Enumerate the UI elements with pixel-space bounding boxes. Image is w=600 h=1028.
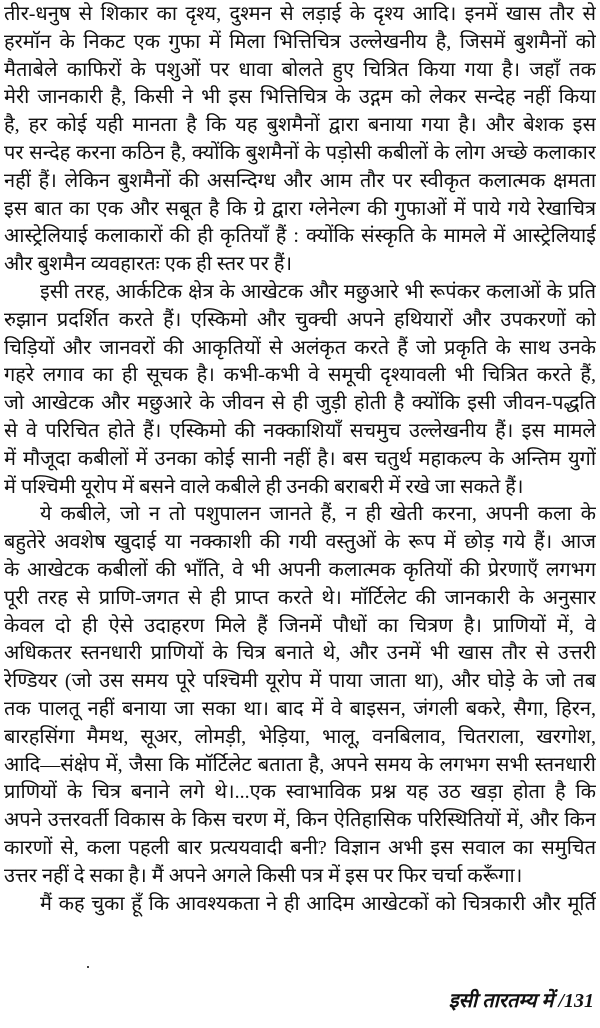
running-title: इसी तारतम्य में <box>448 990 554 1012</box>
text-line: के आखेटक कबीलों की भाँति, वे भी अपनी कलात्मक कृतियों की प्रेरणाएँ लगभग <box>4 558 596 581</box>
text-line: प्राणियों के चित्र बनाने लगे थे।...एक स्वाभाविक प्रश्न यह उठ खड़ा होता है कि <box>4 781 596 804</box>
text-line: उत्तर नहीं दे सका है। मैं अपने अगले किसी पत्र में इस पर फिर चर्चा करूँगा। <box>4 864 523 887</box>
text-line: गहरे लगाव का ही सूचक है। कभी-कभी वे समूची दृश्यावली भी चित्रित करते हैं, <box>4 364 596 387</box>
text-line: केवल दो ही ऐसे उदाहरण मिले हैं जिनमें पौधों का चित्रण है। प्राणियों में, वे <box>4 614 596 637</box>
text-line: अपने उत्तरवर्ती विकास के किस चरण में, किन ऐतिहासिक परिस्थितियों में, और किन <box>4 809 596 832</box>
paragraph <box>4 279 596 501</box>
paragraph <box>4 891 596 919</box>
text-line: रुझान प्रदर्शित करते हैं। एस्किमो और चुक्ची अपने हथियारों और उपकरणों को <box>4 308 596 331</box>
text-line: में मौजूदा कबीलों में उनका कोई सानी नहीं है। बस चतुर्थ महाकल्प के अन्तिम युगों <box>4 447 596 470</box>
text-line: चिड़ियों और जानवरों की आकृतियों से अलंकृत करते हैं जो प्रकृति के साथ उनके <box>4 336 596 359</box>
text-line: इस बात का एक और सबूत है कि ग्रे द्वारा ग्लेनेल्ग की गुफाओं में पाये गये रेखाचित्र <box>4 197 596 220</box>
text-line: मैं कह चुका हूँ कि आवश्यकता ने ही आदिम आखेटकों को चित्रकारी और मूर्ति <box>40 892 596 915</box>
text-line: आदि—संक्षेप में, जैसा कि मॉर्टिलेट बताता है, अपने समय के लगभग सभी स्तनधारी <box>4 753 596 776</box>
text-line: आस्ट्रेलियाई कलाकारों की ही कृतियाँ हैं : क्योंकि संस्कृति के मामले में आस्ट्रेलियाई <box>4 225 596 248</box>
text-line: पर सन्देह करना कठिन है, क्योंकि बुशमैनों के पड़ोसी कबीलों के लोग अच्छे कलाकार <box>4 141 596 164</box>
text-line: कारणों से, कला पहली बार प्रत्ययवादी बनी? विज्ञान अभी इस सवाल का समुचित <box>4 836 596 859</box>
text-line: जो आखेटक और मछुआरे के जीवन से ही जुड़ी होती है क्योंकि इसी जीवन-पद्धति <box>4 392 596 415</box>
text-line: है, हर कोई यही मानता है कि यह बुशमैनों द्वारा बनाया गया है। और बेशक इस <box>4 114 596 137</box>
footer-separator: / <box>558 990 564 1012</box>
text-line: नहीं हैं। लेकिन बुशमैनों की असन्दिग्ध और आम तौर पर स्वीकृत कलात्मक क्षमता <box>4 169 596 192</box>
text-line: से वे परिचित होते हैं। एस्किमो की नक्काशियाँ सचमुच उल्लेखनीय हैं। इस मामले <box>4 419 596 442</box>
text-line: रेण्डियर (जो उस समय पूरे पश्चिमी यूरोप में पाया जाता था), और घोड़े के जो तब <box>4 670 596 693</box>
page-number: 131 <box>564 990 594 1012</box>
text-line: बहुतेरे अवशेष खुदाई या नक्काशी की गयी वस्तुओं के रूप में छोड़ गये हैं। आज <box>4 531 596 554</box>
body-text <box>4 1 596 918</box>
paragraph <box>4 501 596 890</box>
text-line: मैताबेले काफिरों के पशुओं पर धावा बोलते हुए चित्रित किया गया है। जहाँ तक <box>4 58 596 81</box>
text-line: इसी तरह, आर्कटिक क्षेत्र के आखेटक और मछुआरे भी रूपंकर कलाओं के प्रति <box>40 280 596 303</box>
text-line: तक पालतू नहीं बनाया जा सका था। बाद में वे बाइसन, जंगली बकरे, सैगा, हिरन, <box>4 697 596 720</box>
text-line: हरमॉन के निकट एक गुफा में मिला भित्तिचित्र उल्लेखनीय है, जिसमें बुशमैनों को <box>4 30 596 53</box>
text-line: पूरी तरह से प्राणि-जगत से ही प्राप्त करते थे। मॉर्टिलेट की जानकारी के अनुसार <box>4 586 596 609</box>
paragraph <box>4 1 596 279</box>
text-line: बारहसिंगा मैमथ, सूअर, लोमड़ी, भेड़िया, भालू, वनबिलाव, चितराला, खरगोश, <box>4 725 596 748</box>
text-line: अधिकतर स्तनधारी प्राणियों के चित्र बनाते थे, और उनमें भी खास तौर से उत्तरी <box>4 642 596 665</box>
text-line: में पश्चिमी यूरोप में बसने वाले कबीले ही उनकी बराबरी में रखे जा सकते हैं। <box>4 475 524 498</box>
print-speck <box>87 966 89 968</box>
page-footer <box>449 986 594 1013</box>
text-line: ये कबीले, जो न तो पशुपालन जानते हैं, न ही खेती करना, अपनी कला के <box>40 503 596 526</box>
text-line: और बुशमैन व्यवहारतः एक ही स्तर पर हैं। <box>4 253 293 276</box>
text-line: तीर-धनुष से शिकार का दृश्य, दुश्मन से लड़ाई के दृश्य आदि। इनमें खास तौर से <box>4 3 596 25</box>
text-line: मेरी जानकारी है, किसी ने भी इस भित्तिचित्र के उद्गम को लेकर सन्देह नहीं किया <box>4 86 596 109</box>
